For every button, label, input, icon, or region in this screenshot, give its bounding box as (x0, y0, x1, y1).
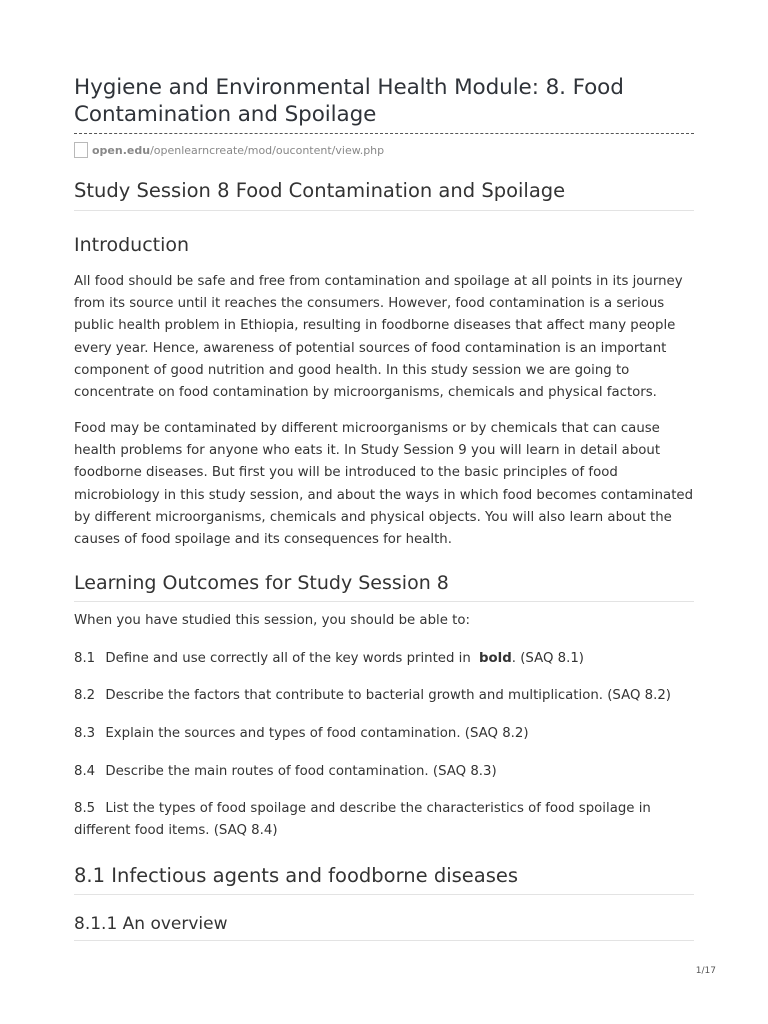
outcome-text: Describe the main routes of food contamination. (SAQ 8.3) (105, 764, 497, 779)
learning-outcome-item (74, 798, 694, 842)
subsection-8-1-1-rule (74, 940, 694, 941)
section-8-1-rule (74, 894, 694, 895)
outcome-text-after: . (SAQ 8.1) (511, 651, 584, 666)
section-heading-8-1: 8.1 Infectious agents and foodborne diseases (74, 864, 519, 887)
learning-outcomes-rule (74, 601, 694, 602)
title-divider (74, 133, 694, 134)
learning-outcomes-intro: When you have studied this session, you should be able to: (74, 613, 470, 628)
page-number: 1/17 (695, 966, 716, 976)
source-url[interactable] (92, 144, 384, 157)
outcome-bold-word: bold (479, 651, 512, 666)
document-page (74, 0, 694, 934)
outcome-text: List the types of food spoilage and describe the characteristics of food spoilage in different food items. (SAQ 8.4) (74, 801, 651, 838)
url-path: /openlearncreate/mod/oucontent/view.php (150, 143, 385, 157)
outcome-text: Explain the sources and types of food contamination. (SAQ 8.2) (105, 726, 529, 741)
url-domain: open.edu (92, 143, 151, 157)
outcome-number: 8.1 (74, 651, 96, 666)
outcome-number: 8.2 (74, 688, 96, 703)
learning-outcome-item (74, 723, 694, 745)
source-url-row (74, 139, 694, 161)
session-heading: Study Session 8 Food Contamination and Spoilage (74, 179, 566, 202)
learning-outcome-item (74, 648, 694, 670)
subsection-heading-8-1-1: 8.1.1 An overview (74, 914, 228, 934)
outcome-number: 8.5 (74, 801, 96, 816)
favicon-icon (74, 142, 88, 158)
outcome-text: Define and use correctly all of the key words printed in (105, 651, 471, 666)
introduction-heading: Introduction (74, 234, 190, 256)
learning-outcome-item (74, 685, 694, 707)
learning-outcome-item (74, 761, 694, 783)
outcome-number: 8.3 (74, 726, 96, 741)
outcome-number: 8.4 (74, 764, 96, 779)
outcome-text: Describe the factors that contribute to bacterial growth and multiplication. (SAQ 8.2) (105, 688, 671, 703)
session-heading-rule (74, 210, 694, 211)
intro-paragraph: All food should be safe and free from contamination and spoilage at all points in its journey from its source until it reaches the consumers. However, food contamination is a serious public health problem in Ethiopia, resulting in foodborne diseases that affect many people every year. Hence, awareness of potential sources of food contamination is an important component of good nutrition and good health. In this study session we are going to concentrate on food contamination by microorganisms, chemicals and physical factors. (74, 274, 683, 401)
intro-paragraph: Food may be contaminated by different microorganisms or by chemicals that can cause health problems for anyone who eats it. In Study Session 9 you will learn in detail about foodborne diseases. But first you will be introduced to the basic principles of food microbiology in this study session, and about the ways in which food becomes contaminated by different microorganisms, chemicals and physical objects. You will also learn about the causes of food spoilage and its consequences for health. (74, 421, 694, 548)
learning-outcomes-heading: Learning Outcomes for Study Session 8 (74, 572, 449, 594)
document-title: Hygiene and Environmental Health Module: 8. Food Contamination and Spoilage (74, 75, 624, 127)
